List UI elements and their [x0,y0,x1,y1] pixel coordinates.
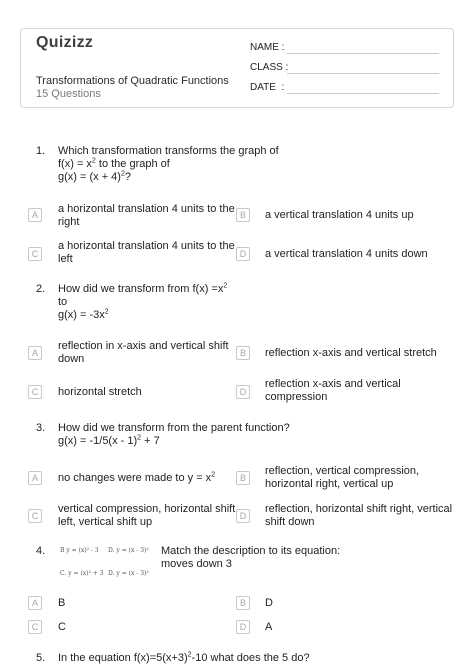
question-text: In the equation $f(x)=5(x+3)^2-10$ what does the 5 do? [58,651,310,664]
class-label: CLASS : [250,62,289,73]
question-number: 2. [36,283,46,295]
class-field[interactable] [287,73,439,74]
name-field[interactable] [287,53,439,54]
answer-option: B [58,597,66,609]
answer-option: a horizontal translation 4 units to the right [58,203,235,228]
quizizz-logo: Quizizz [36,34,94,51]
answer-option: a horizontal translation 4 units to the left [58,240,235,265]
question-text: Match the description to its equation: moves down 3 [161,545,341,570]
answer-option: reflection, horizontal shift right, vertical shift down [265,503,453,528]
question-text: Which transformation transforms the graph of $f(x) = x^2$ to the graph of $g(x) = (x + 4)^2$? [58,145,279,183]
question-text: How did we transform from $f(x) =x^2$ to $g(x) = -3x^2$ [58,282,228,321]
option-letter[interactable]: A [28,208,42,222]
equation-label: B y = (x)² - 3 [60,547,99,554]
question-number: 1. [36,145,46,157]
answer-option: C [58,621,66,633]
answer-option: A [265,621,273,633]
date-field[interactable] [287,93,439,94]
equation-image [58,544,154,582]
date-label: DATE : [250,82,285,93]
answer-option: a vertical translation 4 units down [265,248,428,260]
equation-label: C. y = (x)² + 3 [60,570,104,577]
equation-label: D. y = (x - 3)² [108,547,149,554]
answer-option: D [265,597,273,609]
answer-option: reflection, vertical compression, horizontal right, vertical up [265,465,420,490]
option-letter[interactable]: A [28,346,42,360]
option-letter[interactable]: D [236,509,250,523]
question-number: 4. [36,545,46,557]
answer-option: reflection x-axis and vertical stretch [265,347,437,359]
answer-option: horizontal stretch [58,386,142,398]
question-number: 3. [36,422,46,434]
question-count: 15 Questions [36,88,101,100]
question-number: 5. [36,652,46,664]
answer-option: reflection x-axis and vertical compression [265,378,401,403]
option-letter[interactable]: C [28,247,42,261]
answer-option: vertical compression, horizontal shift left, vertical shift up [58,503,236,528]
answer-option: a vertical translation 4 units up [265,209,414,221]
option-letter[interactable]: A [28,471,42,485]
equation-label: D. y = (x - 3)² [108,570,149,577]
worksheet-title: Transformations of Quadratic Functions [36,75,229,87]
option-letter[interactable]: B [236,208,250,222]
option-letter[interactable]: D [236,247,250,261]
option-letter[interactable]: C [28,620,42,634]
name-label: NAME : [250,42,285,53]
option-letter[interactable]: A [28,596,42,610]
option-letter[interactable]: B [236,346,250,360]
option-letter[interactable]: B [236,471,250,485]
option-letter[interactable]: C [28,385,42,399]
question-text: How did we transform from the parent function? g(x) = -1/5(x - 1)$^2$ + 7 [58,422,290,447]
option-letter[interactable]: D [236,620,250,634]
answer-option: no changes were made to $y = x^2$ [58,471,216,484]
option-letter[interactable]: D [236,385,250,399]
option-letter[interactable]: C [28,509,42,523]
answer-option: reflection in x-axis and vertical shift down [58,340,229,365]
option-letter[interactable]: B [236,596,250,610]
